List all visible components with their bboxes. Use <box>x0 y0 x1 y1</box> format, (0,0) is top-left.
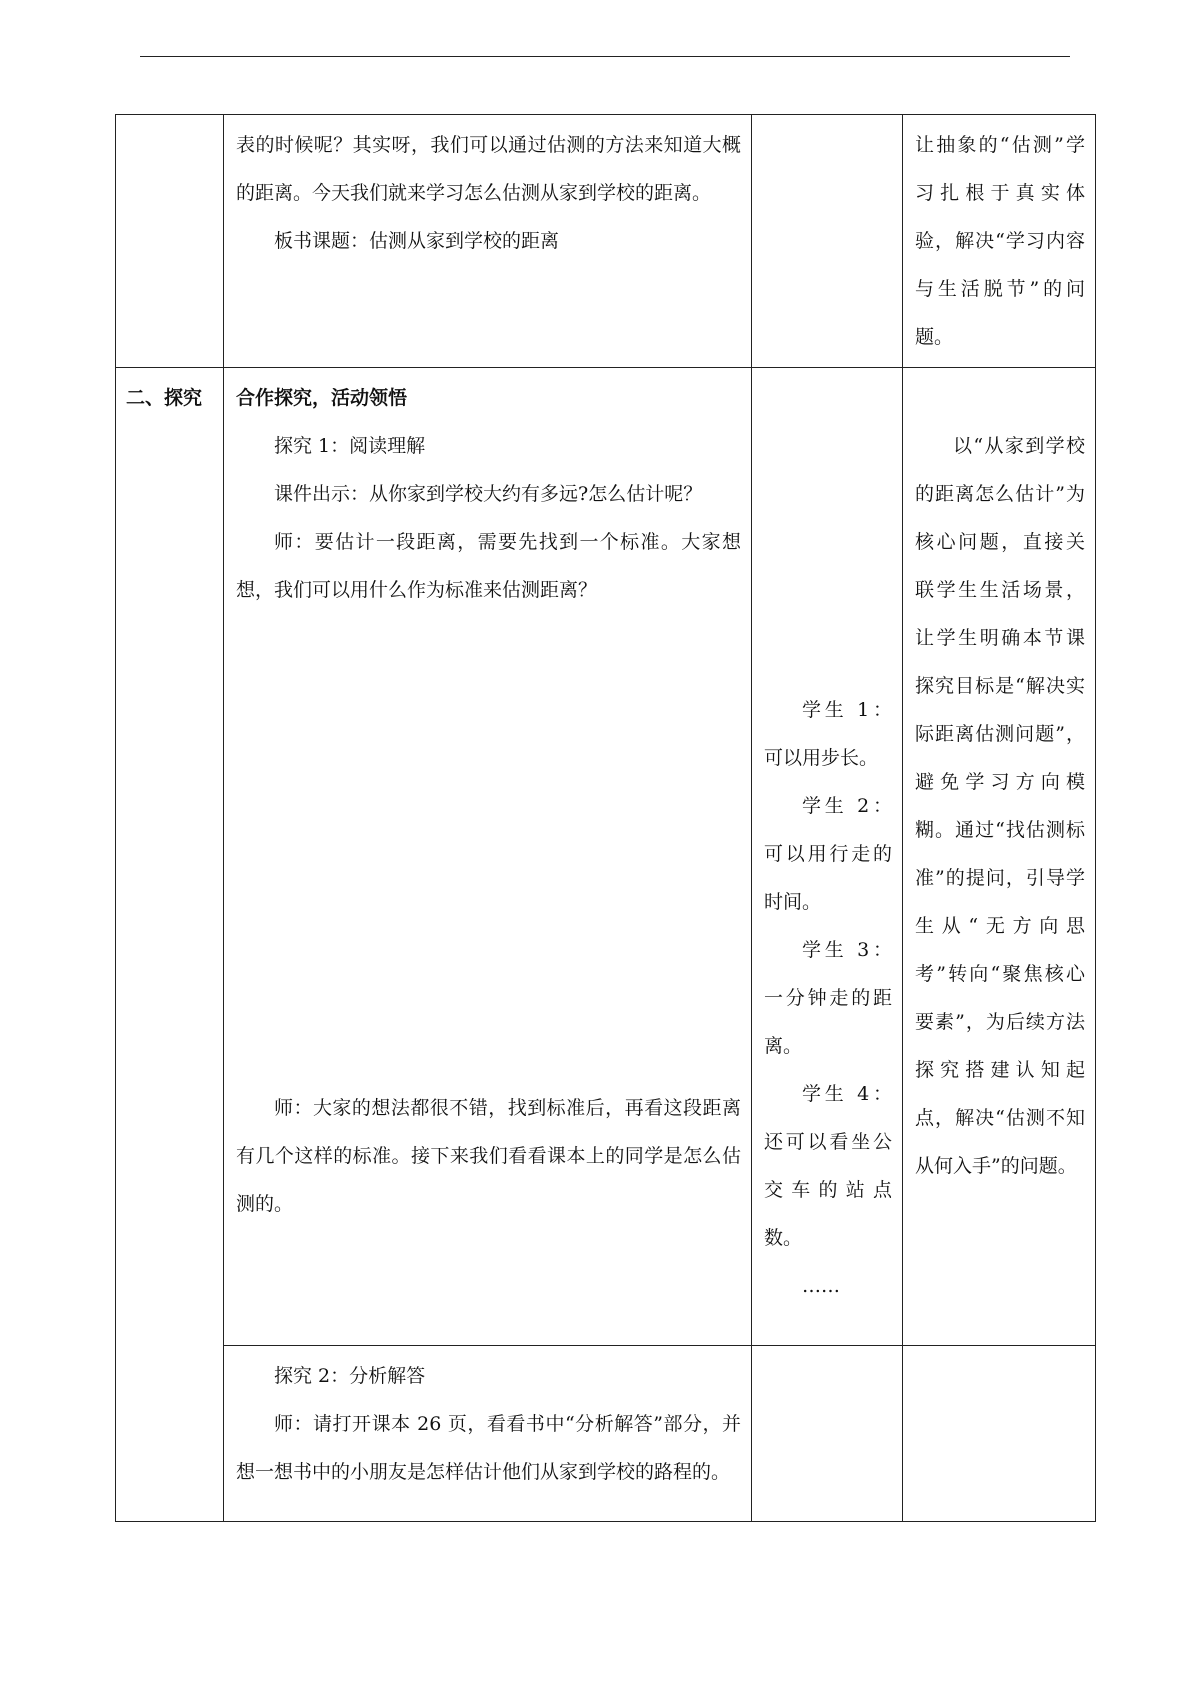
intent-paragraph: 以“从家到学校的距离怎么估计”为核心问题，直接关联学生生活场景，让学生明确本节课探究目标是“解决实际距离估测问题”，避免学习方向模糊。通过“找估测标准”的提问，引导学生从“无方向思考”转向“聚焦核心要素”，为后续方法探究搭建认知起点，解决“估测不知从何入手”的问题。 <box>915 435 1085 1177</box>
stage-cell <box>116 368 224 1522</box>
table-row <box>116 368 1096 1346</box>
student-response: …… <box>802 1275 840 1297</box>
board-title-paragraph: 板书课题：估测从家到学校的距离 <box>274 230 560 252</box>
student-response: 学生 4：还可以看坐公交车的站点数。 <box>764 1083 892 1249</box>
header-rule <box>140 56 1070 57</box>
content-cell <box>224 115 752 368</box>
content-paragraph: 课件出示：从你家到学校大约有多远?怎么估计呢？ <box>274 483 703 505</box>
content-paragraph: 师：请打开课本 26 页，看看书中“分析解答”部分，并想一想书中的小朋友是怎样估计他们从家到学校的路程的。 <box>236 1413 741 1483</box>
content-cell <box>224 1346 752 1522</box>
content-paragraph: 探究 2：分析解答 <box>274 1365 426 1387</box>
student-cell-empty <box>752 115 903 368</box>
content-paragraph: 师：大家的想法都很不错，找到标准后，再看这段距离有几个这样的标准。接下来我们看看课本上的同学是怎么估测的。 <box>236 1097 741 1215</box>
content-paragraph: 探究 1：阅读理解 <box>274 435 426 457</box>
intent-spacer <box>915 374 1085 422</box>
content-cell <box>224 368 752 1346</box>
student-cell <box>752 368 903 1346</box>
section-title: 合作探究，活动领悟 <box>236 387 408 409</box>
intent-cell-empty <box>903 1346 1096 1522</box>
content-spacer <box>236 614 741 1084</box>
table-row <box>116 1346 1096 1522</box>
stage-label: 二、探究 <box>126 387 203 409</box>
content-paragraph: 表的时候呢？其实呀，我们可以通过估测的方法来知道大概的距离。今天我们就来学习怎么估测从家到学校的距离。 <box>236 134 741 204</box>
lesson-plan-table <box>115 114 1096 1522</box>
table-row <box>116 115 1096 368</box>
intent-cell <box>903 115 1096 368</box>
stage-cell-empty <box>116 115 224 368</box>
content-paragraph: 师：要估计一段距离，需要先找到一个标准。大家想想，我们可以用什么作为标准来估测距离？ <box>236 531 741 601</box>
student-response: 学生 2：可以用行走的时间。 <box>764 795 892 913</box>
student-cell-empty <box>752 1346 903 1522</box>
student-response: 学生 3：一分钟走的距离。 <box>764 939 892 1057</box>
intent-paragraph: 让抽象的“估测”学习扎根于真实体验，解决“学习内容与生活脱节”的问题。 <box>915 134 1085 348</box>
intent-cell <box>903 368 1096 1346</box>
student-response: 学生 1：可以用步长。 <box>764 699 892 769</box>
